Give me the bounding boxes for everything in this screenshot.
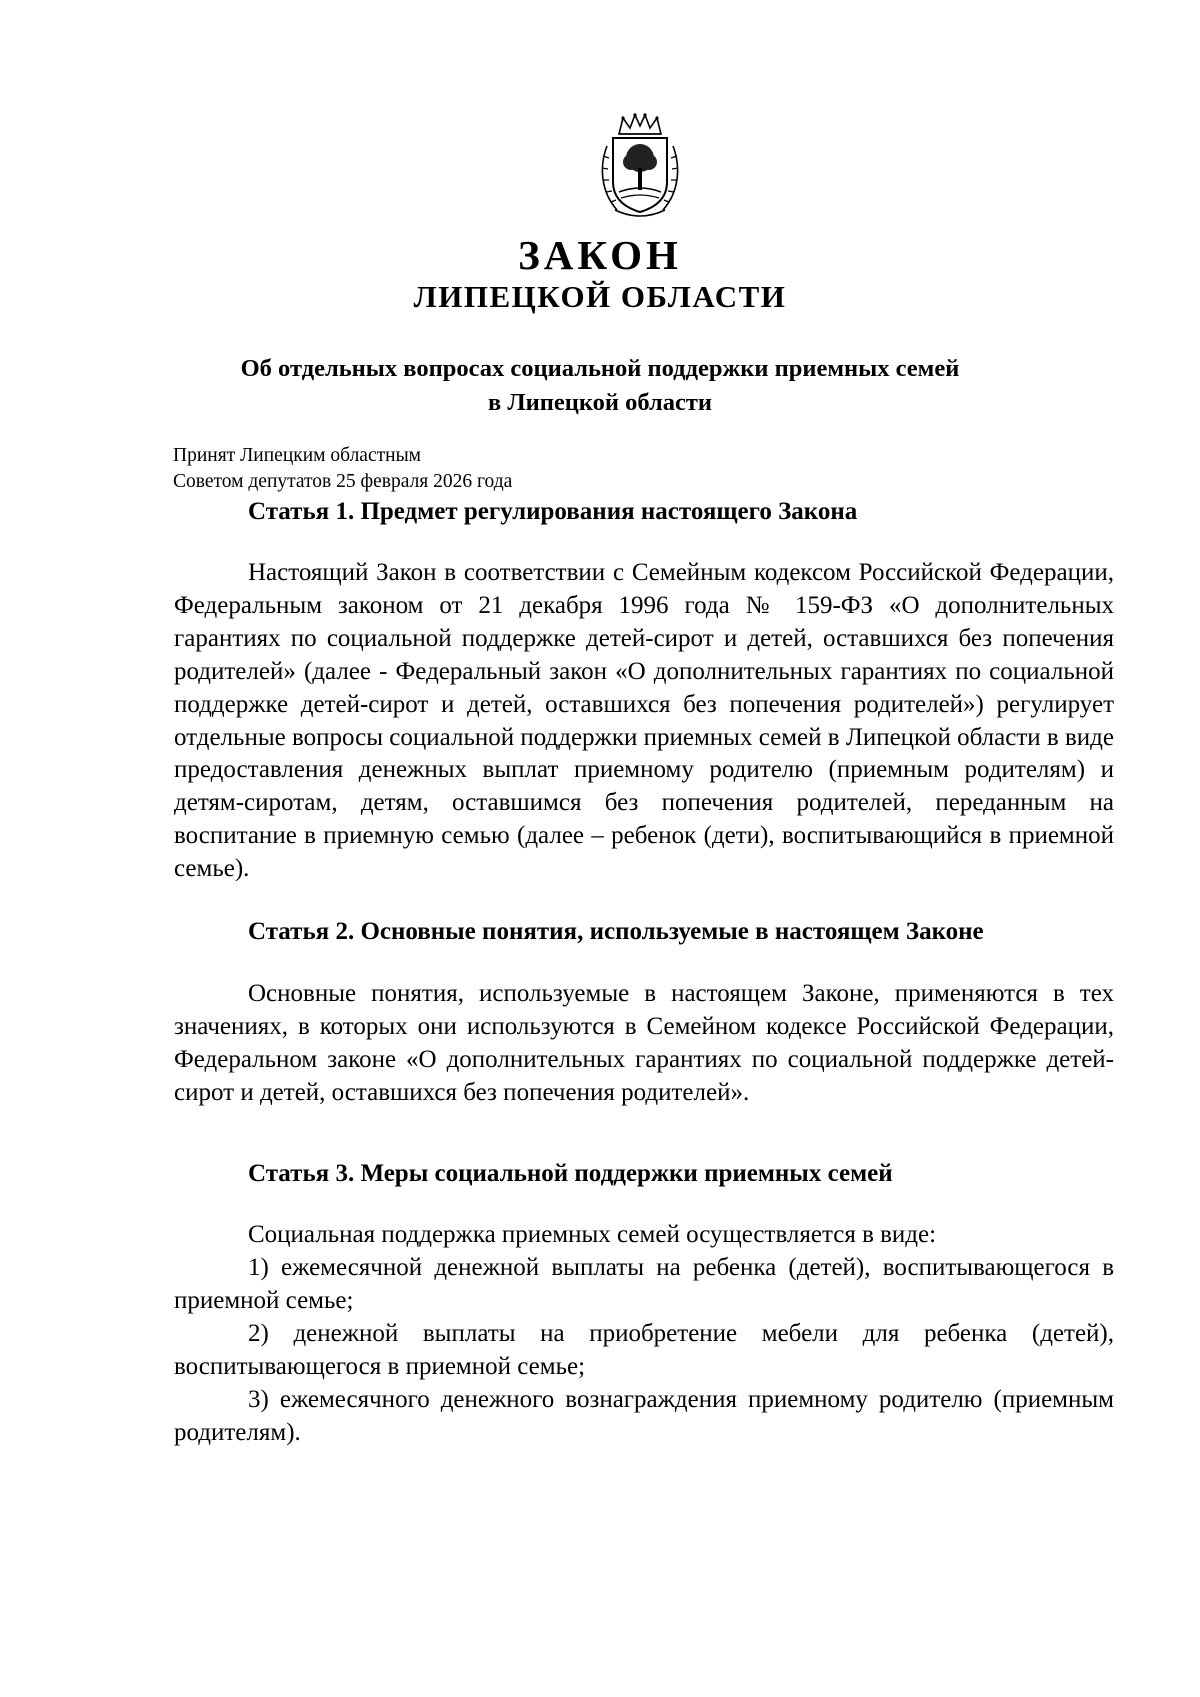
- article-3-item-1: 1) ежемесячной денежной выплаты на ребенка (детей), воспитывающегося в приемной семье;: [174, 1254, 1114, 1314]
- article-3-item-3: 3) ежемесячного денежного вознаграждения приемному родителю (приемным родителям).: [174, 1386, 1114, 1446]
- law-subject: [170, 352, 1030, 420]
- law-subject-line-2: в Липецкой области: [487, 389, 713, 416]
- article-1-text: Настоящий Закон в соответствии с Семейным кодексом Российской Федерации, Федеральным законом от 21 декабря 1996 года № 159-ФЗ «О дополнительных гарантиях по социальной поддержке детей-сирот и детей, оставшихся без попечения родителей» (далее - Федеральный закон «О дополнительных гарантиях по социальной поддержке детей-сирот и детей, оставшихся без попечения родителей») регулирует отдельные вопросы социальной поддержки приемных семей в Липецкой области в виде предоставления денежных выплат приемному родителю (приемным родителям) и детям-сиротам, детям, оставшимся без попечения родителей, переданным на воспитание в приемную семью (далее – ребенок (дети), воспитывающийся в приемной семье).: [174, 559, 1114, 883]
- adoption-note: [173, 443, 512, 495]
- article-1-heading: Статья 1. Предмет регулирования настоящего Закона: [248, 498, 858, 525]
- coat-of-arms-emblem: [597, 112, 683, 222]
- law-subject-line-1: Об отдельных вопросах социальной поддержки приемных семей: [240, 355, 960, 382]
- article-3-heading: Статья 3. Меры социальной поддержки приемных семей: [248, 1160, 893, 1187]
- law-title: ЗАКОН: [518, 232, 682, 278]
- law-region: ЛИПЕЦКОЙ ОБЛАСТИ: [413, 279, 787, 314]
- adoption-note-line-1: Принят Липецким областным: [173, 445, 422, 466]
- article-3-item-2: 2) денежной выплаты на приобретение мебели для ребенка (детей), воспитывающегося в приемной семье;: [174, 1320, 1114, 1380]
- adoption-note-line-2: Советом депутатов 25 февраля 2026 года: [173, 471, 513, 492]
- article-3-intro: Социальная поддержка приемных семей осуществляется в виде:: [248, 1221, 937, 1248]
- article-2-heading: Статья 2. Основные понятия, используемые в настоящем Законе: [248, 918, 984, 945]
- coat-of-arms-icon: [597, 112, 683, 222]
- article-2-text: Основные понятия, используемые в настоящем Законе, применяются в тех значениях, в которых они используются в Семейном кодексе Российской Федерации, Федеральном законе «О дополнительных гарантиях по социальной поддержке детей-сирот и детей, оставшихся без попечения родителей».: [174, 980, 1114, 1106]
